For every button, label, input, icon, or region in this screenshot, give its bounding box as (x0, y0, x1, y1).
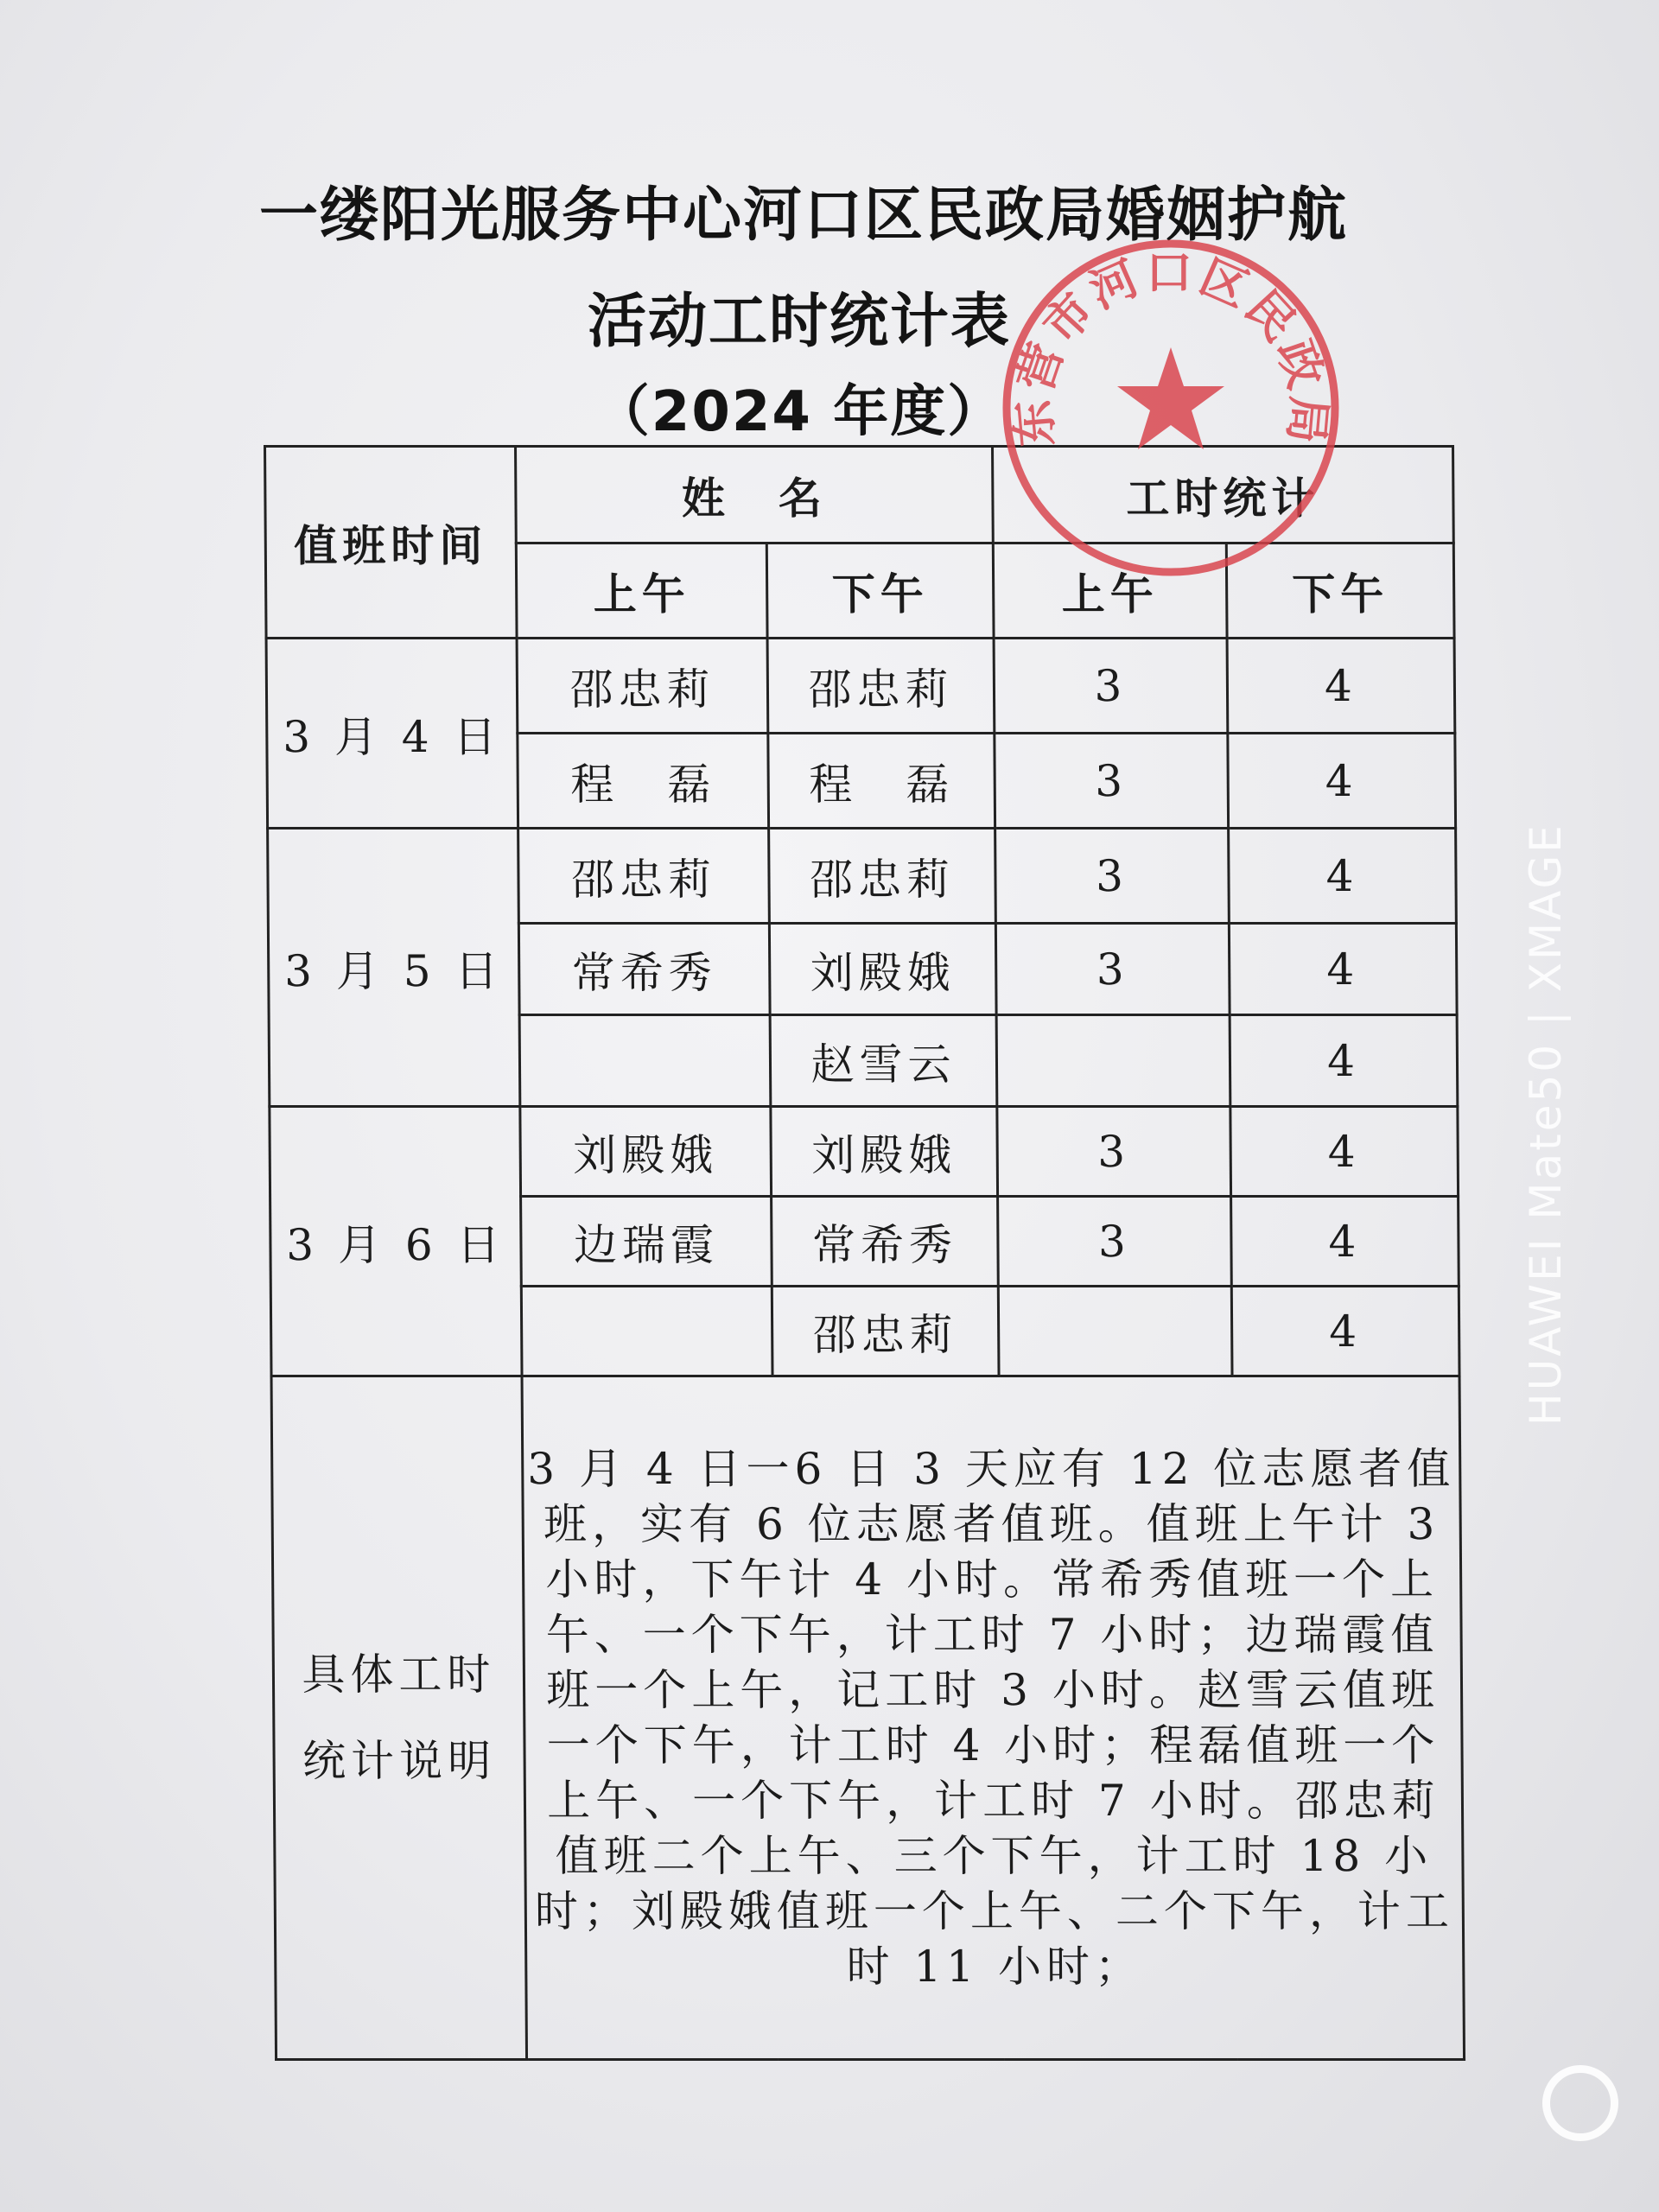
notes-text: 3 月 4 日一6 日 3 天应有 12 位志愿者值班，实有 6 位志愿者值班。值班上午计 3 小时，下午计 4 小时。常希秀值班一个上午、一个下午，计工时 7 小时；边瑞霞值班一个上午，记工时 3 小时。赵雪云值班一个下午，计工时 4 小时；程磊值班一个上午、一个下午，计工时 7 小时。邵忠莉值班二个上午、三个下午，计工时 18 小时；刘殿娥值班一个上午、二个下午，计工时 11 小时； (522, 1376, 1465, 2060)
notes-label-line-2: 统计说明 (302, 1736, 497, 1786)
am-name-cell: 程 磊 (518, 734, 769, 829)
am-hours-cell (998, 1287, 1232, 1376)
header-names: 姓 名 (516, 447, 994, 543)
header-names-pm: 下午 (766, 543, 994, 639)
official-seal (998, 235, 1344, 581)
camera-watermark: HUAWEI Mate50 | XMAGE (1521, 823, 1571, 1426)
am-hours-cell: 3 (995, 734, 1229, 829)
seal-star-icon (1117, 347, 1224, 449)
work-hours-table (264, 445, 1465, 2061)
notes-row (271, 1376, 1465, 2060)
pm-name-cell: 赵雪云 (770, 1015, 997, 1107)
notes-label (271, 1376, 527, 2060)
pm-hours-cell: 4 (1231, 1287, 1459, 1376)
pm-hours-cell: 4 (1229, 829, 1457, 924)
am-hours-cell: 3 (995, 829, 1230, 924)
camera-ring-icon (1542, 2065, 1618, 2141)
am-name-cell: 常希秀 (518, 924, 770, 1015)
am-hours-cell: 3 (998, 1197, 1232, 1287)
date-cell: 3 月 4 日 (266, 639, 518, 829)
pm-hours-cell: 4 (1231, 1197, 1459, 1287)
header-hours-pm: 下午 (1226, 543, 1454, 639)
am-name-cell (519, 1015, 771, 1107)
am-name-cell (521, 1287, 772, 1376)
pm-name-cell: 邵忠莉 (769, 829, 996, 924)
pm-hours-cell: 4 (1229, 924, 1457, 1015)
table-row (268, 829, 1457, 924)
pm-name-cell: 程 磊 (768, 734, 995, 829)
am-name-cell: 邵忠莉 (518, 829, 770, 924)
am-name-cell: 边瑞霞 (521, 1197, 772, 1287)
am-hours-cell: 3 (995, 924, 1230, 1015)
pm-hours-cell: 4 (1230, 1107, 1459, 1197)
pm-name-cell: 常希秀 (772, 1197, 999, 1287)
am-hours-cell: 3 (997, 1107, 1231, 1197)
header-hours: 工时统计 (993, 447, 1454, 543)
notes-label-line-1: 具体工时 (302, 1649, 496, 1700)
am-name-cell: 刘殿娥 (520, 1107, 772, 1197)
pm-hours-cell: 4 (1230, 1015, 1458, 1107)
pm-name-cell: 邵忠莉 (772, 1287, 999, 1376)
pm-hours-cell: 4 (1228, 734, 1456, 829)
header-hours-am: 上午 (993, 543, 1227, 639)
pm-name-cell: 邵忠莉 (767, 639, 995, 734)
am-hours-cell (996, 1015, 1230, 1107)
title-line-1: 一缕阳光服务中心河口区民政局婚姻护航 (258, 181, 1348, 250)
table-row (266, 639, 1455, 734)
table-row (270, 1107, 1459, 1197)
pm-name-cell: 刘殿娥 (771, 1107, 998, 1197)
header-names-am: 上午 (516, 543, 767, 639)
pm-name-cell: 刘殿娥 (769, 924, 996, 1015)
pm-hours-cell: 4 (1227, 639, 1455, 734)
seal-text: 东营市河口区民政局 (1005, 245, 1337, 449)
title-line-2: 活动工时统计表 (587, 288, 1011, 356)
date-cell: 3 月 6 日 (270, 1107, 522, 1376)
am-name-cell: 邵忠莉 (517, 639, 768, 734)
title-line-3: （2024 年度） (594, 380, 1005, 444)
date-cell: 3 月 5 日 (268, 829, 520, 1107)
header-duty-time: 值班时间 (265, 447, 518, 639)
am-hours-cell: 3 (994, 639, 1228, 734)
